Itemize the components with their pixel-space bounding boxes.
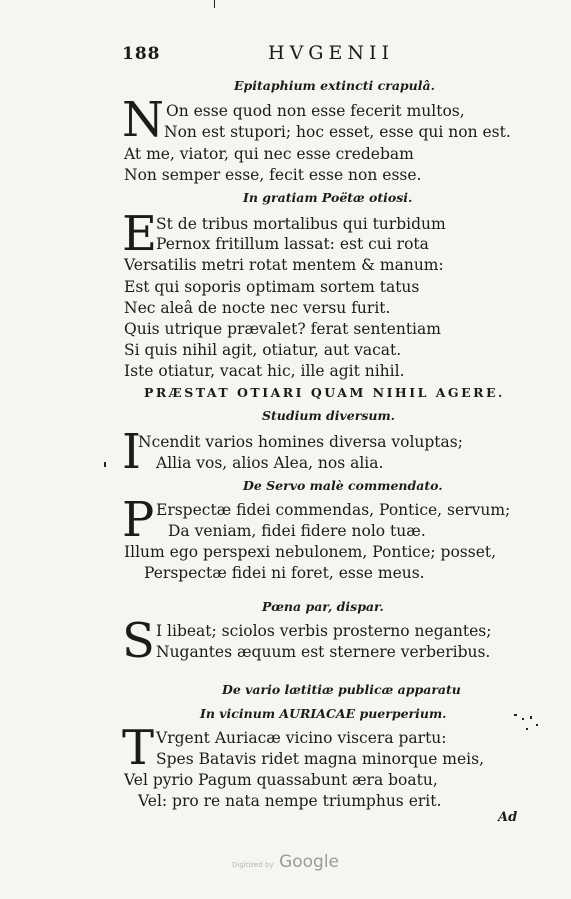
poem-subtitle: In vicinum AURIACAE puerperium. xyxy=(200,706,447,721)
drop-initial: S xyxy=(122,613,155,669)
drop-initial: N xyxy=(122,92,164,148)
watermark-brand: Google xyxy=(279,852,340,872)
poem-title: In gratiam Poëtæ otiosi. xyxy=(243,190,413,205)
drop-initial: I xyxy=(122,424,141,480)
poem-title: De Servo malè commendato. xyxy=(243,478,443,493)
poem-line: Illum ego perspexi nebulonem, Pontice; posset, xyxy=(124,543,497,561)
poem-line: Si quis nihil agit, otiatur, aut vacat. xyxy=(124,341,402,359)
catchword: Ad xyxy=(498,810,518,825)
drop-initial: E xyxy=(122,206,158,262)
ink-speck xyxy=(536,724,538,726)
watermark-prefix: Digitized by xyxy=(232,861,274,869)
poem-line: Allia vos, alios Alea, nos alia. xyxy=(156,454,384,472)
poem-line: On esse quod non esse fecerit multos, xyxy=(166,102,465,120)
drop-initial: T xyxy=(122,720,155,776)
poem-line: Non semper esse, fecit esse non esse. xyxy=(124,166,422,184)
running-head: HVGENII xyxy=(268,42,394,64)
page-number: 188 xyxy=(122,44,161,64)
page-edge-mark xyxy=(214,0,215,8)
poem-line: Ncendit varios homines diversa voluptas; xyxy=(138,433,463,451)
ink-speck xyxy=(530,716,532,719)
ink-speck xyxy=(526,728,528,730)
digitized-watermark xyxy=(232,852,339,872)
poem-line: Perspectæ fidei ni foret, esse meus. xyxy=(144,564,425,582)
poem-line: Pernox fritillum lassat: est cui rota xyxy=(156,235,429,253)
poem-line: Versatilis metri rotat mentem & manum: xyxy=(124,256,444,274)
poem-line: I libeat; sciolos verbis prosterno negantes; xyxy=(156,622,492,640)
poem-title: De vario lætitiæ publicæ apparatu xyxy=(222,682,461,697)
poem-line: Est qui soporis optimam sortem tatus xyxy=(124,278,420,296)
poem-line: Nec aleâ de nocte nec versu furit. xyxy=(124,299,391,317)
poem-line: Quis utrique prævalet? ferat sententiam xyxy=(124,320,441,338)
poem-line: Da veniam, fidei fidere nolo tuæ. xyxy=(168,522,426,540)
poem-title: Studium diversum. xyxy=(262,408,396,423)
poem-line: Iste otiatur, vacat hic, ille agit nihil. xyxy=(124,362,405,380)
poem-title: Pœna par, dispar. xyxy=(262,599,384,614)
ink-speck xyxy=(522,718,524,720)
drop-initial: P xyxy=(122,492,155,548)
poem-title: Epitaphium extincti crapulâ. xyxy=(234,78,435,93)
motto: PRÆSTAT OTIARI QUAM NIHIL AGERE. xyxy=(144,385,505,400)
poem-line: St de tribus mortalibus qui turbidum xyxy=(156,215,446,233)
ink-blot xyxy=(104,462,106,467)
poem-line: Spes Batavis ridet magna minorque meis, xyxy=(156,750,485,768)
poem-line: Nugantes æquum est sternere verberibus. xyxy=(156,643,491,661)
poem-line: Non est stupori; hoc esset, esse qui non est. xyxy=(164,123,511,141)
poem-line: Vel pyrio Pagum quassabunt æra boatu, xyxy=(124,771,438,789)
poem-line: At me, viator, qui nec esse credebam xyxy=(124,145,414,163)
poem-line: Vel: pro re nata nempe triumphus erit. xyxy=(138,792,442,810)
ink-speck xyxy=(514,714,517,716)
poem-line: Vrgent Auriacæ vicino viscera partu: xyxy=(156,729,447,747)
poem-line: Erspectæ fidei commendas, Pontice, servum; xyxy=(156,501,511,519)
